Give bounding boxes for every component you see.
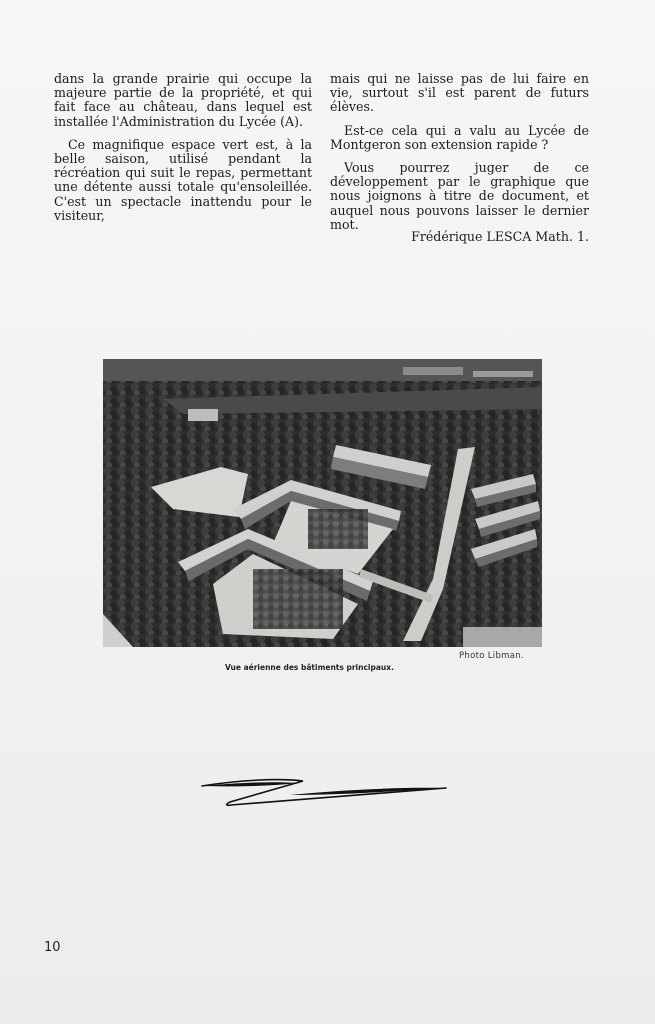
photo-credit: Photo Libman. — [459, 651, 524, 661]
aerial-photo-image — [103, 359, 542, 647]
page-number: 10 — [44, 940, 61, 955]
text-column-left — [54, 72, 312, 232]
paragraph: Ce magnifique espace vert est, à la belle saison, utilisé pendant la récréation qui suit le repas, permettant une détente aussi totale qu'ensoleillée. C'est un spectacle inattendu pour le visiteur, — [54, 136, 312, 223]
author-signature: Frédérique LESCA Math. 1. — [411, 229, 589, 244]
decorative-flourish-icon — [200, 775, 450, 811]
paragraph: mais qui ne laisse pas de lui faire en vie, surtout s'il est parent de futurs élèves. — [330, 71, 589, 115]
text-column-right — [330, 72, 589, 241]
aerial-photo — [103, 359, 542, 647]
paragraph: Vous pourrez juger de ce développement par le graphique que nous joignons à titre de document, et auquel nous pouvons laisser le dernier mot. — [330, 160, 589, 232]
paragraph: dans la grande prairie qui occupe la majeure partie de la propriété, et qui fait face au château, dans lequel est installée l'Administration du Lycée (A). — [54, 71, 312, 129]
paragraph: Est-ce cela qui a valu au Lycée de Montgeron son extension rapide ? — [330, 122, 589, 152]
photo-caption: Vue aérienne des bâtiments principaux. — [225, 663, 394, 672]
